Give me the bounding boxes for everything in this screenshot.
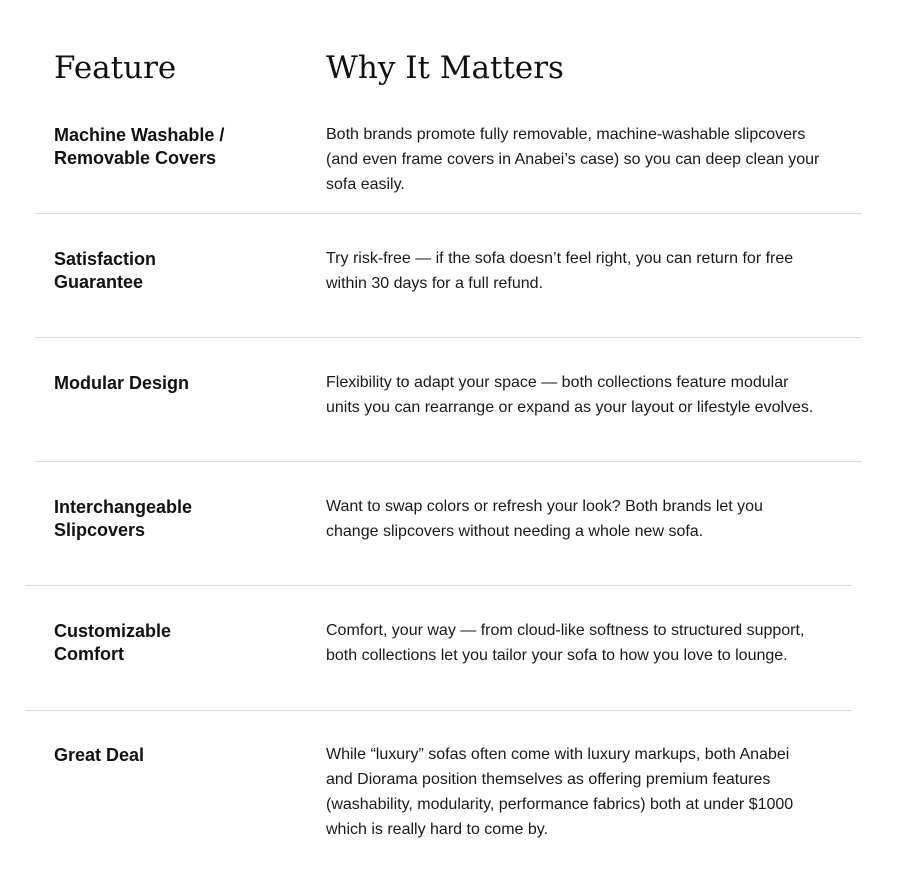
feature-cell: Customizable Comfort: [54, 621, 172, 664]
row-divider: [35, 213, 862, 214]
row-divider: [35, 461, 862, 462]
table-header: [0, 48, 897, 92]
feature-cell: Machine Washable / Removable Covers: [54, 125, 225, 168]
why-cell: Try risk-free — if the sofa doesn’t feel right, you can return for free within 30 days for a full refund.: [326, 250, 794, 292]
row-divider: [35, 337, 862, 338]
why-cell: Want to swap colors or refresh your look? Both brands let you change slipcovers without needing a whole new sofa.: [326, 498, 763, 540]
why-it-matters-column-header: Why It Matters: [326, 50, 564, 86]
feature-cell: Modular Design: [54, 373, 190, 393]
why-cell: Flexibility to adapt your space — both collections feature modular units you can rearrange or expand as your layout or lifestyle evolves.: [326, 374, 814, 416]
row-divider: [25, 585, 852, 586]
row-divider: [25, 710, 852, 711]
feature-cell: Interchangeable Slipcovers: [54, 497, 193, 540]
why-cell: Comfort, your way — from cloud-like softness to structured support, both collections let you tailor your sofa to how you love to lounge.: [326, 622, 805, 664]
feature-column-header: Feature: [54, 50, 177, 86]
why-cell: Both brands promote fully removable, machine-washable slipcovers (and even frame covers in Anabei’s case) so you can deep clean your sofa easily.: [326, 126, 820, 193]
why-cell: While “luxury” sofas often come with luxury markups, both Anabei and Diorama position themselves as offering premium features (washability, modularity, performance fabrics) both at under $1000 which is really hard to come by.: [326, 746, 794, 838]
feature-cell: Satisfaction Guarantee: [54, 249, 157, 292]
feature-cell: Great Deal: [54, 745, 145, 765]
